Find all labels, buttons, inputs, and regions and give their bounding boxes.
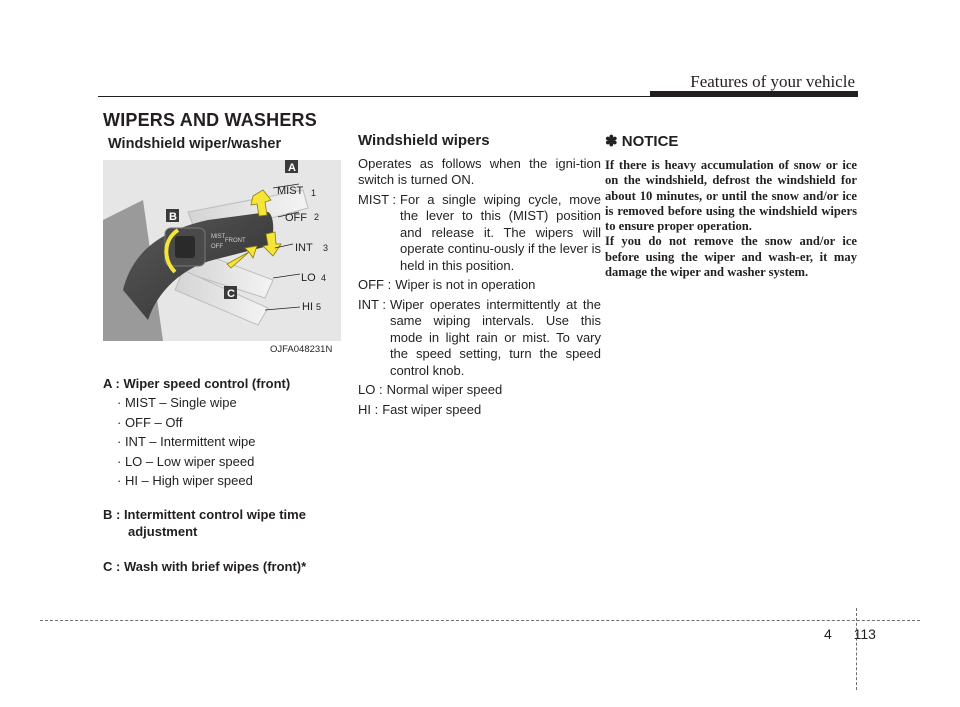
notice-box [605,132,857,280]
footer-vertical-rule [856,608,857,690]
def-desc: For a single wiping cycle, move the lever to this (MIST) position and release it. The wipers will operate continu-ously if the lever is held in this position. [400,191,601,273]
page-number-value: 113 [853,626,876,642]
knob-inner [175,236,195,258]
legend-a-item: · OFF – Off [117,414,183,430]
legend-b-head: B : Intermittent control wipe time adjustment [103,506,306,539]
callout-b: B [169,211,177,223]
def-term: MIST : [358,191,397,207]
legend-a-item: · HI – High wiper speed [117,473,253,488]
def-term: HI : [358,401,379,417]
pos-label-off: OFF [285,212,307,224]
notice-paragraph: If you do not remove the snow and/or ice before using the wiper and wash-er, it may damage the wiper and washer system. [605,234,857,280]
chapter-number: 4 [824,626,832,642]
section-title: WIPERS AND WASHERS [103,110,317,130]
pos-label-hi: HI [302,301,313,313]
legend-a-item: · LO – Low wiper speed [117,453,255,469]
svg-text:OFF: OFF [211,244,223,250]
running-head: Features of your vehicle [690,72,855,91]
pos-label-mist: MIST [277,185,304,197]
pos-num-1: 1 [311,188,317,198]
def-term: OFF : [358,277,392,292]
legend-a-head: A : Wiper speed control (front) [103,376,291,391]
wipers-title: Windshield wipers [358,132,490,149]
svg-text:MIST: MIST [211,234,226,240]
wiper-lever-illustration [103,160,341,341]
pos-num-5: 5 [316,302,322,312]
figure-legend [103,375,343,575]
header-rule-thick [650,91,858,97]
svg-text:FRONT: FRONT [225,238,246,244]
pos-label-int: INT [295,242,313,254]
def-desc: Wiper is not in operation [395,277,536,292]
def-desc: Wiper operates intermittently at the same wiping intervals. Use this mode in light rain or mist. To vary the speed setting, turn the speed control knob. [389,296,601,378]
def-mist [358,192,601,275]
legend-a-item: · INT – Intermittent wipe [117,434,256,449]
pos-num-4: 4 [321,273,327,283]
def-desc: Normal wiper speed [386,382,503,397]
legend-a-item: · MIST – Single wipe [117,395,237,410]
figure-code: OJFA048231N [270,344,333,355]
pos-label-lo: LO [301,272,316,284]
callout-a: A [288,162,296,174]
def-hi [358,402,601,419]
def-off [358,277,601,294]
wipers-intro: Operates as follows when the igni-tion switch is turned ON. [358,155,601,187]
def-int [358,297,601,380]
def-lo [358,382,601,399]
page-number [824,626,876,642]
windshield-wipers-section [358,133,601,421]
legend-c-head: C : Wash with brief wipes (front)* [103,558,307,574]
callout-c: C [227,288,235,300]
def-desc: Fast wiper speed [382,401,482,417]
def-term: LO : [358,382,383,397]
wiper-lever-figure [103,160,341,341]
figure-caption: Windshield wiper/washer [108,136,282,152]
pos-num-2: 2 [314,212,320,222]
notice-paragraph: If there is heavy accumulation of snow or ice on the windshield, defrost the windshield for about 10 minutes, or until the snow and/or ice is removed before using the windshield wipers to ensure proper operation. [605,158,857,234]
pos-num-3: 3 [323,243,329,253]
notice-title: ✽ NOTICE [605,133,679,150]
footer-rule [40,620,920,621]
def-term: INT : [358,296,386,312]
